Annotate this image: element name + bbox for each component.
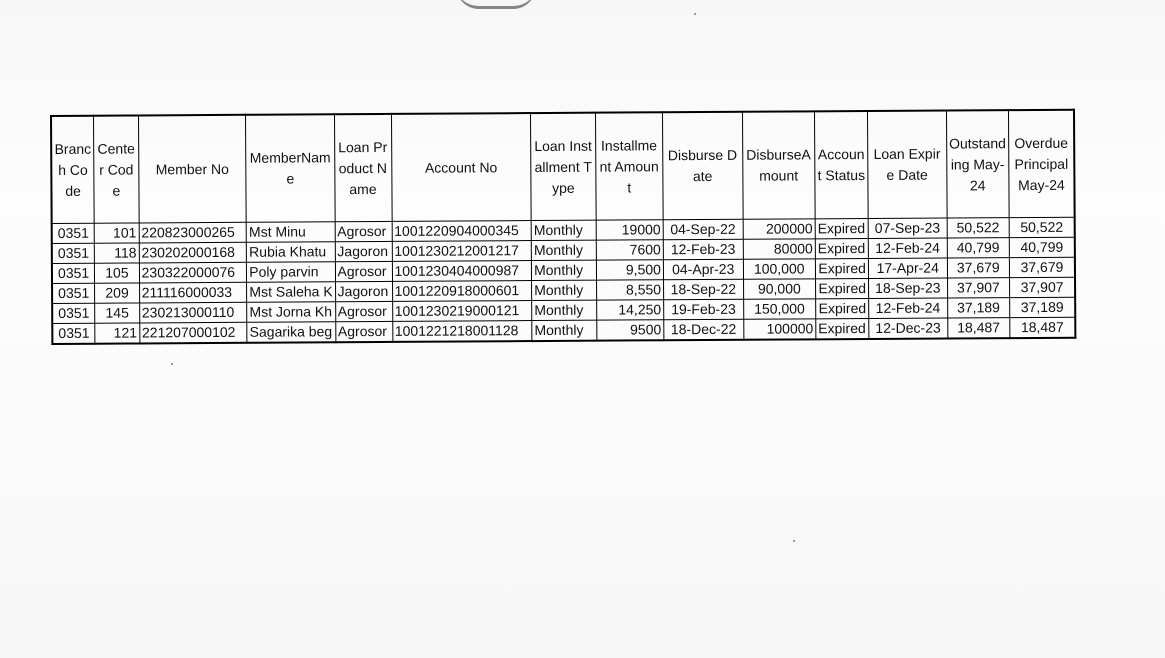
cell-overdue-principal: 37,907 bbox=[1010, 277, 1076, 297]
header-disburse-amount: DisburseAmount bbox=[742, 111, 815, 219]
cell-disburse-date: 19-Feb-23 bbox=[664, 299, 744, 319]
header-branch-code: Branch Code bbox=[51, 116, 94, 224]
cell-outstanding: 50,522 bbox=[947, 218, 1010, 238]
cell-account-status: Expired bbox=[815, 279, 868, 299]
cell-disburse-date: 18-Sep-22 bbox=[663, 279, 743, 299]
cell-outstanding: 40,799 bbox=[947, 238, 1010, 258]
cell-loan-product: Agrosor bbox=[335, 321, 392, 342]
cell-disburse-date: 12-Feb-23 bbox=[663, 239, 743, 259]
header-member-name: MemberName bbox=[246, 114, 335, 222]
header-row bbox=[51, 110, 1075, 224]
cell-outstanding: 18,487 bbox=[947, 318, 1010, 339]
cell-branch-code: 0351 bbox=[52, 283, 95, 303]
cell-expire-date: 07-Sep-23 bbox=[868, 218, 947, 238]
cell-disburse-amount: 90,000 bbox=[743, 279, 815, 299]
cell-account-no: 1001230404000987 bbox=[392, 261, 532, 282]
cell-expire-date: 12-Feb-24 bbox=[868, 238, 947, 258]
cell-disburse-amount: 80000 bbox=[743, 239, 815, 259]
cell-installment-type: Monthly bbox=[531, 240, 596, 260]
cell-outstanding: 37,907 bbox=[947, 278, 1010, 298]
cell-member-no: 221207000102 bbox=[139, 322, 247, 343]
header-outstanding: Outstanding May-24 bbox=[946, 110, 1009, 218]
cell-branch-code: 0351 bbox=[52, 323, 95, 344]
cell-account-status: Expired bbox=[815, 239, 868, 259]
cell-installment-amount: 14,250 bbox=[596, 300, 663, 320]
cell-loan-product: Jagoron bbox=[335, 241, 392, 261]
cell-installment-amount: 9500 bbox=[596, 320, 663, 341]
cell-member-no: 220823000265 bbox=[139, 222, 247, 243]
cell-center-code: 145 bbox=[95, 303, 140, 323]
cell-installment-amount: 9,500 bbox=[596, 260, 663, 280]
cell-member-no: 230322000076 bbox=[139, 262, 247, 283]
cell-installment-amount: 7600 bbox=[596, 240, 663, 260]
scan-speck bbox=[171, 363, 173, 365]
header-account-status: Account Status bbox=[814, 111, 868, 219]
cell-account-no: 1001221218001128 bbox=[392, 321, 532, 342]
cell-center-code: 118 bbox=[95, 243, 140, 263]
cell-overdue-principal: 40,799 bbox=[1009, 237, 1075, 257]
header-account-no: Account No bbox=[391, 113, 531, 221]
cell-center-code: 105 bbox=[95, 263, 140, 283]
header-loan-expire-date: Loan Expire Date bbox=[867, 111, 946, 219]
cell-installment-type: Monthly bbox=[532, 260, 597, 280]
cell-member-name: Poly parvin bbox=[247, 262, 335, 283]
cell-member-name: Mst Minu bbox=[246, 222, 334, 243]
cell-branch-code: 0351 bbox=[52, 223, 95, 243]
cell-installment-type: Monthly bbox=[532, 280, 597, 300]
cell-outstanding: 37,679 bbox=[947, 258, 1010, 278]
cell-member-name: Rubia Khatu bbox=[247, 242, 335, 263]
cell-installment-amount: 8,550 bbox=[596, 280, 663, 300]
cell-branch-code: 0351 bbox=[52, 303, 95, 323]
cell-disburse-date: 04-Sep-22 bbox=[663, 219, 743, 239]
cell-branch-code: 0351 bbox=[52, 243, 95, 263]
cell-member-no: 230213000110 bbox=[139, 302, 247, 323]
cell-installment-type: Monthly bbox=[531, 220, 596, 240]
cell-overdue-principal: 18,487 bbox=[1010, 317, 1076, 338]
cell-center-code: 101 bbox=[94, 223, 139, 243]
cell-disburse-date: 04-Apr-23 bbox=[663, 259, 743, 279]
cell-overdue-principal: 37,679 bbox=[1009, 257, 1075, 277]
loan-table bbox=[50, 109, 1076, 345]
scan-shadow-arc bbox=[456, 0, 536, 9]
cell-expire-date: 17-Apr-24 bbox=[868, 258, 947, 278]
cell-overdue-principal: 50,522 bbox=[1009, 217, 1075, 237]
cell-installment-amount: 19000 bbox=[596, 220, 663, 240]
cell-account-status: Expired bbox=[816, 299, 869, 319]
cell-installment-type: Monthly bbox=[532, 300, 597, 320]
cell-loan-product: Agrosor bbox=[335, 221, 392, 241]
cell-account-no: 1001220918000601 bbox=[392, 281, 532, 302]
header-loan-installment-type: Loan Installment Type bbox=[531, 113, 596, 221]
header-overdue-principal: Overdue Principal May-24 bbox=[1009, 110, 1075, 218]
cell-expire-date: 12-Feb-24 bbox=[869, 298, 948, 318]
cell-loan-product: Agrosor bbox=[335, 261, 392, 281]
cell-disburse-amount: 100000 bbox=[743, 319, 815, 340]
cell-member-name: Mst Jorna Kh bbox=[247, 302, 335, 323]
cell-loan-product: Jagoron bbox=[335, 281, 392, 301]
cell-installment-type: Monthly bbox=[532, 320, 597, 341]
cell-disburse-amount: 150,000 bbox=[743, 299, 815, 319]
cell-account-no: 1001230219000121 bbox=[392, 301, 532, 322]
cell-overdue-principal: 37,189 bbox=[1010, 297, 1076, 317]
cell-disburse-date: 18-Dec-22 bbox=[664, 319, 744, 340]
cell-member-name: Sagarika beg bbox=[247, 322, 335, 343]
cell-disburse-amount: 200000 bbox=[743, 219, 815, 239]
cell-account-no: 1001220904000345 bbox=[392, 221, 532, 242]
cell-outstanding: 37,189 bbox=[947, 298, 1010, 318]
cell-member-no: 211116000033 bbox=[139, 282, 247, 303]
cell-member-name: Mst Saleha K bbox=[247, 282, 335, 303]
cell-center-code: 121 bbox=[95, 323, 140, 344]
cell-account-no: 1001230212001217 bbox=[392, 241, 532, 262]
header-member-no: Member No bbox=[138, 115, 246, 223]
cell-loan-product: Agrosor bbox=[335, 301, 392, 321]
scan-speck bbox=[694, 13, 696, 15]
header-installment-amount: Installment Amount bbox=[595, 112, 663, 220]
cell-member-no: 230202000168 bbox=[139, 242, 247, 263]
cell-account-status: Expired bbox=[815, 219, 868, 239]
cell-account-status: Expired bbox=[815, 259, 868, 279]
cell-expire-date: 18-Sep-23 bbox=[868, 278, 947, 298]
cell-disburse-amount: 100,000 bbox=[743, 259, 815, 279]
cell-account-status: Expired bbox=[816, 319, 869, 340]
header-center-code: Center Code bbox=[94, 115, 139, 223]
scan-speck bbox=[793, 540, 795, 542]
cell-expire-date: 12-Dec-23 bbox=[869, 318, 948, 339]
header-loan-product-name: Loan Product Name bbox=[334, 114, 392, 222]
header-disburse-date: Disburse Date bbox=[662, 112, 742, 220]
cell-branch-code: 0351 bbox=[52, 263, 95, 283]
cell-center-code: 209 bbox=[95, 283, 140, 303]
